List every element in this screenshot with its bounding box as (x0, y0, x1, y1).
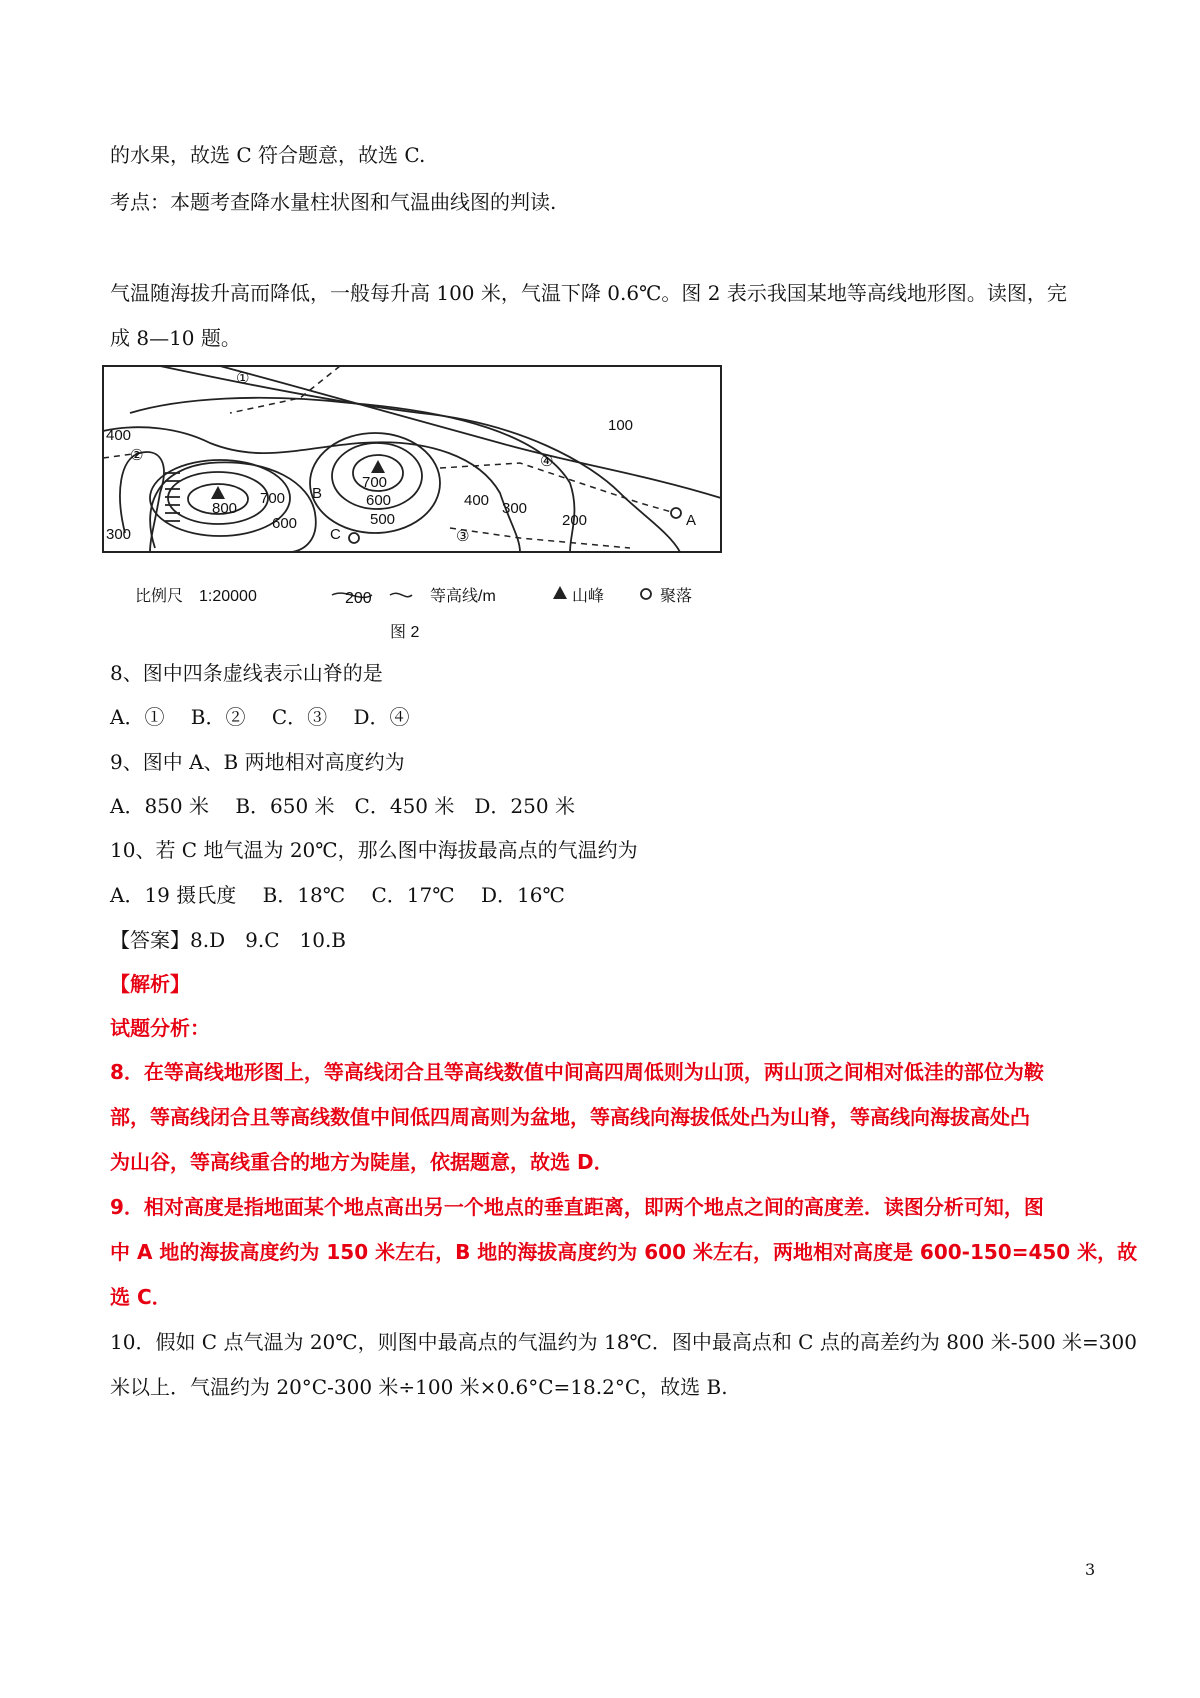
analysis-heading: 【解析】 (110, 972, 190, 996)
label-marker-3: ③ (456, 528, 470, 545)
legend-village-label: 聚落 (660, 588, 693, 605)
legend-scale: 比例尺 1:20000 (135, 588, 257, 605)
label-400: 400 (106, 427, 132, 444)
label-600-left: 600 (272, 515, 298, 532)
text-line-2: 考点：本题考查降水量柱状图和气温曲线图的判读. (110, 190, 557, 214)
peak-icon-left (211, 486, 225, 499)
label-c: C (330, 526, 341, 543)
map-legend (135, 586, 692, 641)
text-line-1: 的水果，故选 C 符合题意，故选 C. (110, 143, 426, 167)
label-marker-4: ④ (540, 453, 554, 470)
label-100: 100 (608, 417, 634, 434)
answer-line: 【答案】8.D 9.C 10.B (110, 928, 347, 952)
label-400-east: 400 (464, 492, 490, 509)
figure-caption: 图 2 (390, 624, 420, 641)
legend-peak-label: 山峰 (572, 588, 605, 605)
contour-map-figure (100, 363, 740, 653)
question-intro-line-1: 气温随海拔升高而降低，一般每升高 100 米，气温下降 0.6℃。图 2 表示我国某地等高线地形图。读图，完 (110, 281, 1067, 305)
question-10-options: A．19 摄氏度 B．18℃ C．17℃ D．16℃ (110, 883, 565, 907)
label-a: A (686, 512, 697, 529)
analysis-8-line-1: 8．在等高线地形图上，等高线闭合且等高线数值中间高四周低则为山顶，两山顶之间相对低洼的部位为鞍 (110, 1060, 1044, 1084)
map-labels (106, 370, 696, 545)
label-marker-1: ① (236, 370, 250, 387)
analysis-10-line-1: 10．假如 C 点气温为 20℃，则图中最高点的气温约为 18℃．图中最高点和 C 点的高差约为 800 米-500 米=300 (110, 1330, 1137, 1354)
peak-markers (211, 460, 388, 499)
label-200: 200 (562, 512, 588, 529)
label-500: 500 (370, 511, 396, 528)
analysis-8-line-2: 部，等高线闭合且等高线数值中间低四周高则为盆地，等高线向海拔低处凸为山脊，等高线向海拔高处凸 (110, 1105, 1030, 1129)
question-8-options: A．① B．② C．③ D．④ (110, 705, 410, 729)
analysis-9-line-3: 选 C． (110, 1285, 172, 1309)
analysis-9-line-1: 9．相对高度是指地面某个地点高出另一个地点的垂直距离，即两个地点之间的高度差．读图分析可知，图 (110, 1195, 1044, 1219)
village-icon-c (349, 533, 359, 543)
analysis-subheading: 试题分析： (110, 1016, 210, 1040)
label-600-right: 600 (366, 492, 392, 509)
label-b: B (312, 485, 323, 502)
analysis-9-line-2: 中 A 地的海拔高度约为 150 米左右，B 地的海拔高度约为 600 米左右，两地相对高度是 600-150=450 米，故 (110, 1240, 1138, 1264)
legend-peak-icon (553, 586, 567, 599)
label-300-east: 300 (502, 500, 528, 517)
village-icon-a (671, 508, 681, 518)
contour-lines (103, 366, 721, 552)
label-300: 300 (106, 526, 132, 543)
peak-icon-right (371, 460, 385, 473)
label-700-right: 700 (362, 474, 388, 491)
legend-village-icon (641, 589, 651, 599)
question-8: 8、图中四条虚线表示山脊的是 (110, 661, 383, 685)
legend-contour-value: 200 (345, 590, 372, 607)
analysis-10-line-2: 米以上．气温约为 20°C-300 米÷100 米×0.6°C=18.2°C，故选 B. (110, 1375, 728, 1399)
question-10: 10、若 C 地气温为 20℃，那么图中海拔最高点的气温约为 (110, 838, 638, 862)
label-800: 800 (212, 500, 238, 517)
question-9-options: A．850 米 B．650 米 C．450 米 D．250 米 (110, 794, 575, 818)
label-700-left: 700 (260, 490, 286, 507)
label-marker-2: ② (130, 447, 144, 464)
question-9: 9、图中 A、B 两地相对高度约为 (110, 750, 405, 774)
legend-contour-label: 等高线/m (430, 588, 496, 605)
analysis-8-line-3: 为山谷，等高线重合的地方为陡崖，依据题意，故选 D． (110, 1150, 614, 1174)
page-number: 3 (1085, 1560, 1096, 1579)
question-intro-line-2: 成 8—10 题。 (110, 326, 241, 350)
